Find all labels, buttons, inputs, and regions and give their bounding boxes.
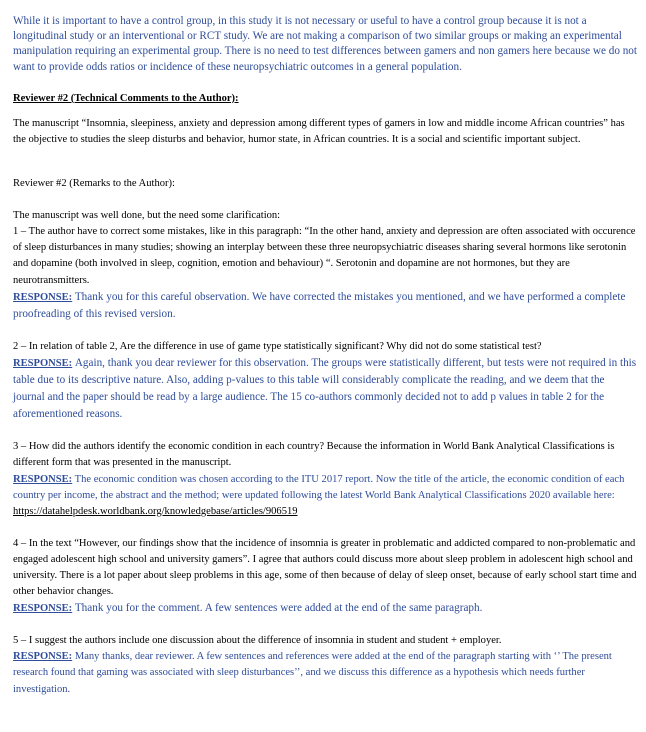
response-3 (13, 472, 637, 520)
document-page (13, 14, 637, 698)
comment-1: 1 – The author have to correct some mistakes, like in this paragraph: “In the other hand, anxiety and depression are often associated with occurence of sleep disturbances in many studies; showing an interplay between these three neuropsychiatric diseases sharing several hormons like serotonin and dopamine (both involved in sleep, cognition, emotion and behaviour) “. Serotonin and dopamine are not hormones, but they are neurotransmitters. (13, 226, 636, 286)
response-1-text: Thank you for this careful observation. We have corrected the mistakes you mentioned, and we have performed a complete proofreading of this revised version. (13, 290, 626, 320)
worldbank-link[interactable]: https://datahelpdesk.worldbank.org/knowledgebase/articles/906519 (13, 505, 298, 517)
response-2 (13, 355, 637, 423)
intro-paragraph: While it is important to have a control group, in this study it is not necessary or useful to have a control group because it is not a longitudinal study or an interventional or RCT study. We are not making a comparison of two similar groups or making an experimental manipulation requiring an experimental group. There is no need to test differences between gamers and non gamers here because we do not want to provide odds ratios or incidence of these neuropsychiatric outcomes in a general population. (13, 15, 638, 73)
comment-5: 5 – I suggest the authors include one discussion about the difference of insomnia in student and student + employer. (13, 635, 502, 647)
response-label: RESPONSE: (13, 357, 73, 369)
response-label: RESPONSE: (13, 651, 73, 663)
response-label: RESPONSE: (13, 603, 73, 615)
response-5-text: Many thanks, dear reviewer. A few sentences and references were added at the end of the paragraph starting with ‘’ The present research found that gaming was associated with sleep disturbances’’, and we discuss this difference as a hypothesis which needs further investigation. (13, 651, 612, 695)
response-label: RESPONSE: (13, 291, 73, 303)
response-4-text: Thank you for the comment. A few sentences were added at the end of the same paragraph. (74, 602, 483, 615)
response-4 (13, 600, 637, 617)
comment-2: 2 – In relation of table 2, Are the difference in use of game type statistically significant? Why did not do some statistical test? (13, 340, 542, 352)
response-label: RESPONSE: (13, 473, 73, 485)
remarks-intro: The manuscript was well done, but the need some clarification: (13, 210, 281, 222)
comment-4: 4 – In the text “However, our findings show that the incidence of insomnia is greater in problematic and addicted compared to non-problematic and engaged adolescent high school and university gamers”. I agree that authors could discuss more about sleep problem in adolescent high school and university. There is a lot paper about sleep problems in this age, some of then because of delay of sleep onset, because of early school start time and other behavior changes. (13, 537, 637, 598)
technical-heading: Reviewer #2 (Technical Comments to the Author): (13, 92, 239, 104)
comment-3: 3 – How did the authors identify the economic condition in each country? Because the information in World Bank Analytical Classifications is different form that was presented in the manuscript. (13, 441, 615, 469)
response-5 (13, 649, 637, 697)
response-2-text: Again, thank you dear reviewer for this observation. The groups were statistically different, but tests were not required in this table due to its descriptive nature. Also, adding p-values to this table will considerably complicate the reading, and we deem that the journal and the paper should be read by a large audience. The 15 co-authors commonly decided not to add p values in table 2 for the aforementioned reasons. (13, 356, 637, 421)
remarks-heading: Reviewer #2 (Remarks to the Author): (13, 178, 175, 190)
technical-paragraph: The manuscript “Insomnia, sleepiness, anxiety and depression among different types of gamers in low and middle income African countries” has the objective to studies the sleep disturbs and behavior, humor state, in African countries. It is a social and scientific important subject. (13, 117, 625, 145)
response-3-text: The economic condition was chosen according to the ITU 2017 report. Now the title of the article, the economic condition of each country per income, the abstract and the method; were updated following the latest World Bank Analytical Classifications 2020 available here: (13, 473, 625, 501)
response-1 (13, 289, 637, 323)
